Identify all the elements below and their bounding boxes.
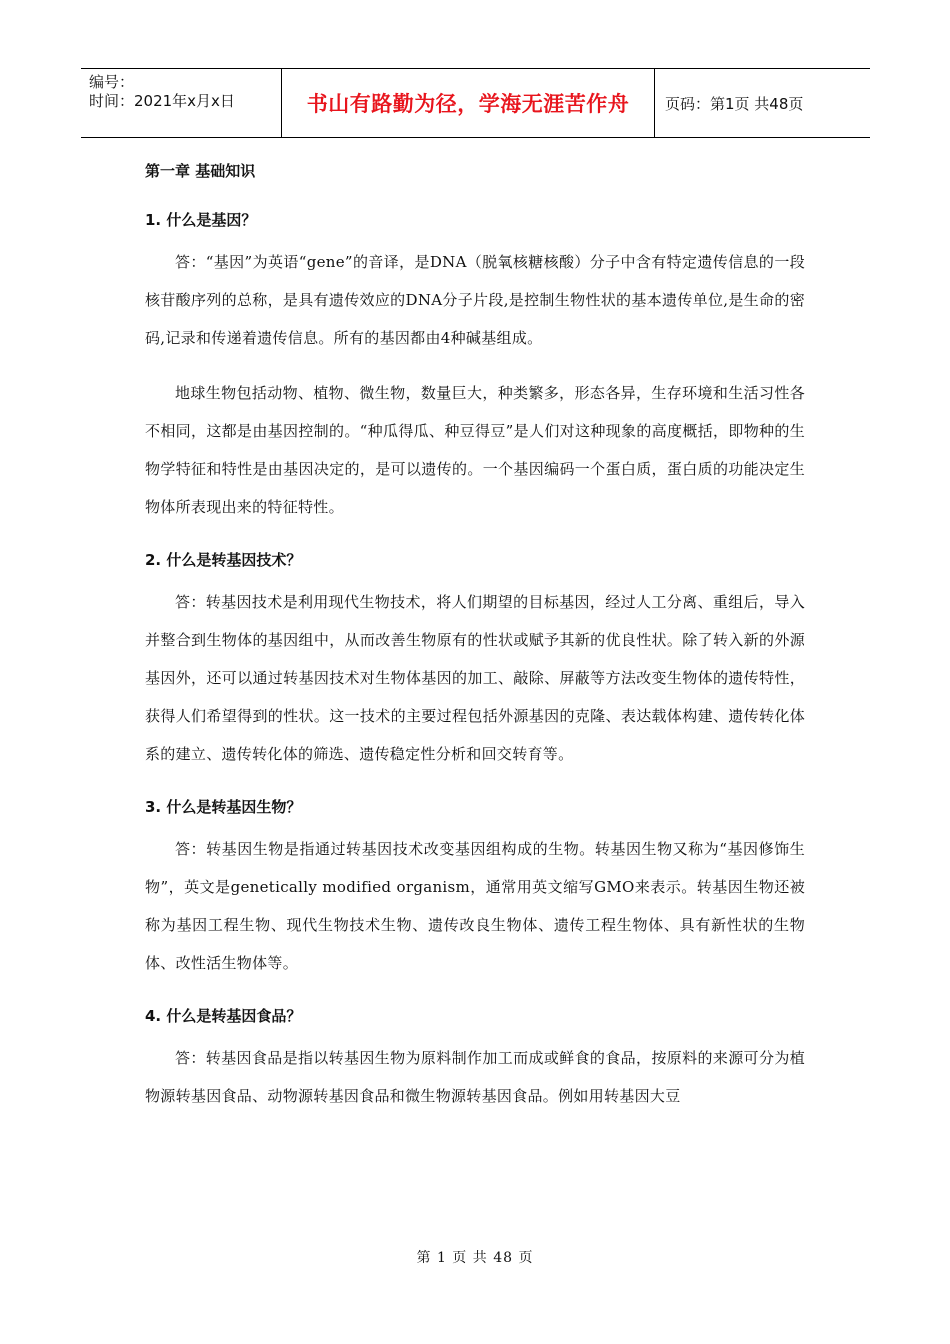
question-heading: 3. 什么是转基因生物？ [145,798,302,816]
header-motto: 书山有路勤为径，学海无涯苦作舟 [281,69,655,137]
question-heading: 4. 什么是转基因食品？ [145,1007,302,1025]
chapter-title: 第一章 基础知识 [145,162,256,180]
body-paragraph: 地球生物包括动物、植物、微生物，数量巨大，种类繁多，形态各异，生存环境和生活习性各不相同，这都是由基因控制的。“种瓜得瓜、种豆得豆”是人们对这种现象的高度概括，即物种的生物学特征和特性是由基因决定的，是可以遗传的。一个基因编码一个蛋白质，蛋白质的功能决定生物体所表现出来的特征特性。 [145,384,805,516]
answer-paragraph: 答：转基因食品是指以转基因生物为原料制作加工而成或鲜食的食品，按原料的来源可分为植物源转基因食品、动物源转基因食品和微生物源转基因食品。例如用转基因大豆 [145,1049,805,1105]
question-heading: 1. 什么是基因？ [145,211,257,229]
document-body [145,156,805,1115]
answer-paragraph: 答：转基因技术是利用现代生物技术，将人们期望的目标基因，经过人工分离、重组后，导入并整合到生物体的基因组中，从而改善生物原有的性状或赋予其新的优良性状。除了转入新的外源基因外，还可以通过转基因技术对生物体基因的加工、敲除、屏蔽等方法改变生物体的遗传特性，获得人们希望得到的性状。这一技术的主要过程包括外源基因的克隆、表达载体构建、遗传转化体系的建立、遗传转化体的筛选、遗传稳定性分析和回交转育等。 [145,593,805,763]
doc-number-label: 编号： [89,73,135,91]
header-page-info: 页码：第1页 共48页 [665,94,804,113]
header-meta [81,69,281,137]
answer-paragraph: 答：“基因”为英语“gene”的音译，是DNA（脱氧核糖核酸）分子中含有特定遗传信息的一段核苷酸序列的总称，是具有遗传效应的DNA分子片段,是控制生物性状的基本遗传单位,是生命的密码,记录和传递着遗传信息。所有的基因都由4种碱基组成。 [145,253,805,347]
question-heading: 2. 什么是转基因技术？ [145,551,302,569]
date-label: 时间：2021年x月x日 [89,92,235,110]
page-header [81,68,870,138]
page-footer: 第 1 页 共 48 页 [416,1250,534,1266]
answer-paragraph: 答：转基因生物是指通过转基因技术改变基因组构成的生物。转基因生物又称为“基因修饰生物”，英文是genetically modified organism，通常用英文缩写GMO来表示。转基因生物还被称为基因工程生物、现代生物技术生物、遗传改良生物体、遗传工程生物体、具有新性状的生物体、改性活生物体等。 [145,840,805,972]
